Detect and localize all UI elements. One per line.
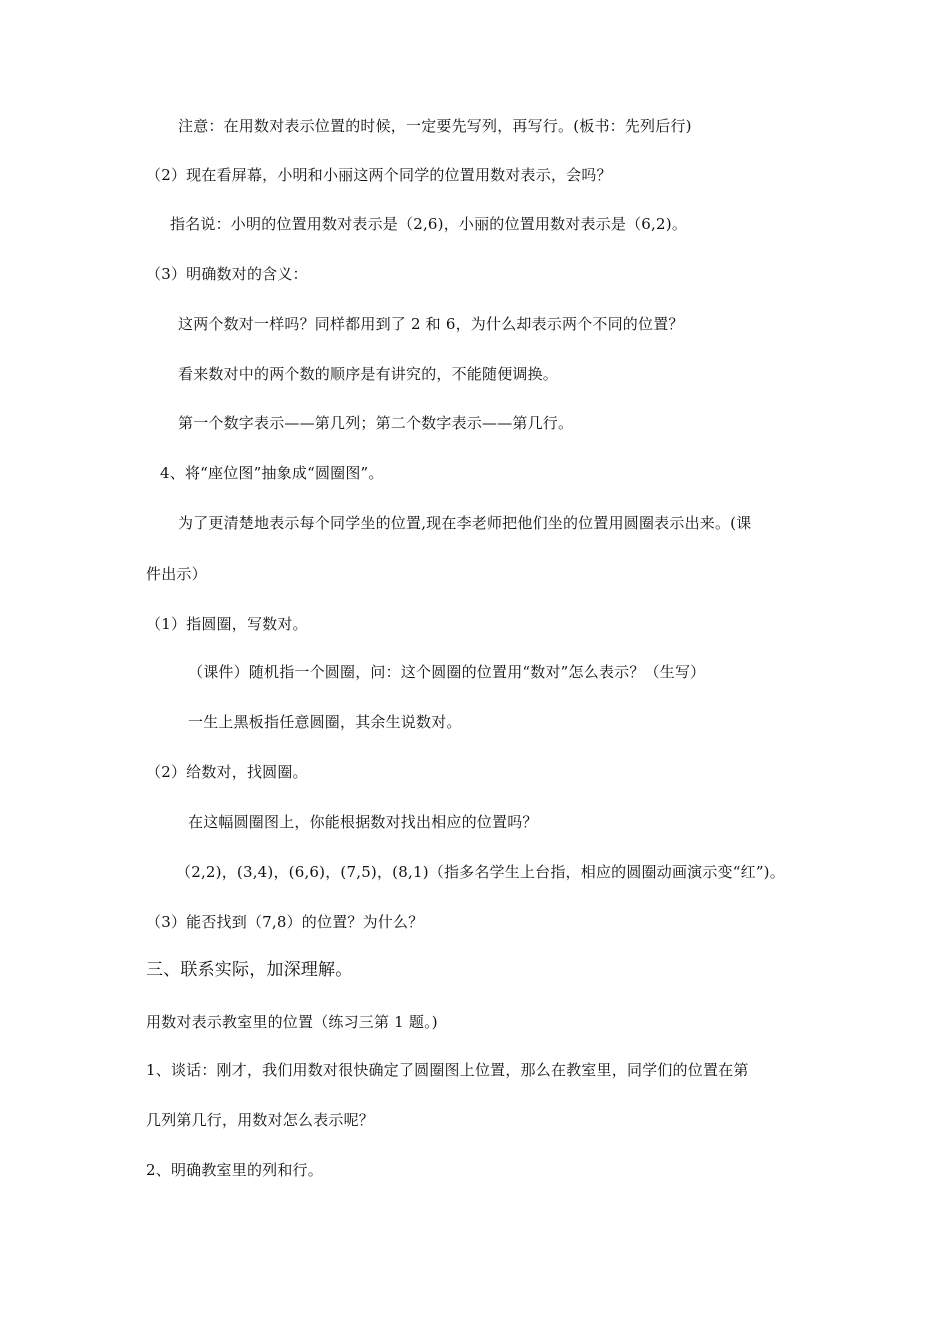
student-blackboard-text: 一生上黑板指任意圆圈，其余生说数对。 (188, 713, 462, 731)
find-position-question: 在这幅圆圈图上，你能根据数对找出相应的位置吗？ (188, 813, 538, 831)
question-2-screen: （2）现在看屏幕，小明和小丽这两个同学的位置用数对表示，会吗？ (146, 166, 612, 184)
step-2-give-pair: （2）给数对，找圆圈。 (146, 763, 308, 781)
circle-diagram-intro-cont: 件出示） (146, 565, 207, 583)
circle-diagram-intro: 为了更清楚地表示每个同学坐的位置,现在李老师把他们坐的位置用圆圈表示出来。(课 (178, 514, 752, 532)
talk-item-1-cont: 几列第几行，用数对怎么表示呢？ (146, 1111, 375, 1129)
order-matters-text: 看来数对中的两个数的顺序是有讲究的，不能随便调换。 (178, 365, 559, 383)
item-2-columns-rows: 2、明确教室里的列和行。 (146, 1161, 323, 1179)
section-4-heading: 4、将“座位图”抽象成“圆圈图”。 (160, 464, 384, 482)
courseware-random-circle: （课件）随机指一个圆圈，问：这个圆圈的位置用“数对”怎么表示？（生写） (188, 663, 706, 681)
note-first-column-then-row: 注意：在用数对表示位置的时候，一定要先写列，再写行。(板书：先列后行) (178, 117, 692, 135)
same-pair-question: 这两个数对一样吗？同样都用到了 2 和 6，为什么却表示两个不同的位置？ (178, 315, 684, 333)
step-3-find-7-8: （3）能否找到（7,8）的位置？为什么？ (146, 913, 424, 931)
step-1-point-circle: （1）指圆圈，写数对。 (146, 615, 308, 633)
first-second-number-text: 第一个数字表示——第几列；第二个数字表示——第几行。 (178, 414, 574, 432)
classroom-position-exercise: 用数对表示教室里的位置（练习三第 1 题。) (146, 1013, 438, 1031)
named-answer: 指名说：小明的位置用数对表示是（2,6)，小丽的位置用数对表示是（6,2)。 (170, 215, 688, 233)
pairs-list-text: （2,2)，(3,4)，(6,6)，(7,5)，(8,1)（指多名学生上台指，相应的圆圈动画演示变“红”)。 (176, 863, 785, 881)
section-three-heading: 三、联系实际，加深理解。 (146, 960, 353, 980)
talk-item-1: 1、谈话：刚才，我们用数对很快确定了圆圈图上位置，那么在教室里，同学们的位置在第 (146, 1061, 749, 1079)
question-3-meaning: （3）明确数对的含义： (146, 265, 308, 283)
